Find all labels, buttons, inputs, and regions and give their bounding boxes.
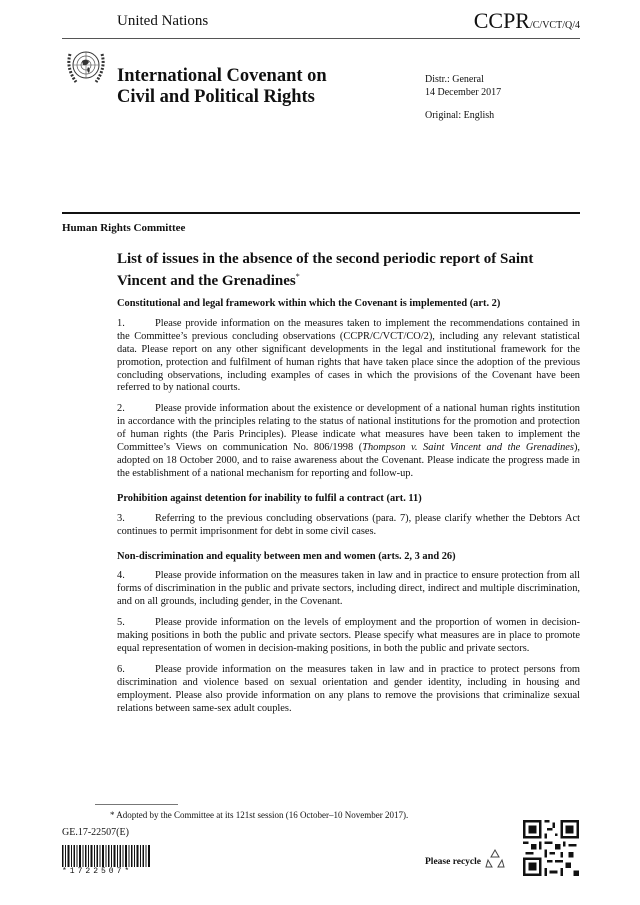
paragraph-number: 5. <box>117 617 125 629</box>
barcode-icon <box>62 845 150 867</box>
paragraph-number: 3. <box>117 512 125 524</box>
paragraph-number: 4. <box>117 570 125 582</box>
paragraph-number: 1. <box>117 317 125 329</box>
section-rule <box>62 212 580 214</box>
paragraph-number: 6. <box>117 663 125 675</box>
paragraph <box>117 403 580 480</box>
date: 14 December 2017 <box>425 87 502 98</box>
paragraph-text: Please provide information on the measures taken to implement the recommendations contained in the Committee’s previous concluding observations (CCPR/C/VCT/CO/2), including any relevant statistical data. Please report on any other significant developments in the legal and institutional framework for the promotion, protection and fulfilment of human rights that have taken place since the adoption of the previous concluding observations, including examples of cases in which the provisions of the Covenant have been referred to by national courts. <box>117 317 580 394</box>
paragraph-text: Please provide information on the levels of employment and the proportion of women in decision-making positions in both the public and private sectors. Please specify what measures are in place to promote equal representation of women in decision-making positions, in both the public and private sectors. <box>117 617 580 654</box>
paragraph <box>117 318 580 395</box>
paragraph <box>117 617 580 656</box>
recycle-label: Please recycle <box>425 857 481 867</box>
paragraph-text: Please provide information on the measures taken in law and in practice to protect persons from discrimination and violence based on sexual orientation and gender identity, including in housing and employment. Please also provide information on any plans to remove the provisions that criminalize sexual relations between same-sex adult couples. <box>117 663 580 714</box>
title-line-2: Civil and Political Rights <box>117 87 315 107</box>
original-language: Original: English <box>425 110 495 121</box>
committee-name: Human Rights Committee <box>62 222 186 234</box>
organization-name: United Nations <box>117 13 209 29</box>
job-number: GE.17-22507(E) <box>62 827 129 838</box>
paragraph-text: Please provide information on the measures taken in law and in practice to ensure protection from all forms of discrimination in the public and private sectors, including direct, indirect and multiple discrimination, and on all grounds, including gender, in the Covenant. <box>117 570 580 608</box>
paragraph <box>117 664 580 716</box>
main-heading <box>117 250 557 290</box>
paragraph-text: Please provide information about the existence or development of a national human rights institution in accordance with the principles relating to the status of national institutions for the promotion and protection of human rights (the Paris Principles). Please indicate what measures have been taken to implement the Committee’s Views on communication No. 806/1998 ( <box>117 403 580 454</box>
footnote-marker: * <box>295 272 300 281</box>
paragraph-number: 2. <box>117 403 125 415</box>
document-meta <box>425 73 501 122</box>
paragraph <box>117 513 580 539</box>
distribution: Distr.: General <box>425 74 484 85</box>
section-heading: Non-discrimination and equality between men and women (arts. 2, 3 and 26) <box>117 550 456 562</box>
section-heading: Constitutional and legal framework within which the Covenant is implemented (art. 2) <box>117 298 501 309</box>
document-title <box>117 66 327 108</box>
title-line-1: International Covenant on <box>117 66 327 86</box>
heading-text: List of issues in the absence of the second periodic report of Saint Vincent and the Grenadines <box>117 251 534 289</box>
recycle-icon <box>484 848 506 870</box>
un-emblem-icon <box>64 44 108 88</box>
document-symbol <box>474 8 580 34</box>
footnote: * Adopted by the Committee at its 121st session (16 October–10 November 2017). <box>110 810 409 820</box>
symbol-main: CCPR <box>473 8 530 33</box>
footnote-rule <box>95 804 178 805</box>
case-name: Thompson v. Saint Vincent and the Grenadines <box>362 442 574 454</box>
qr-code-icon <box>523 820 579 876</box>
paragraph <box>117 570 580 609</box>
paragraph-text: ), adopted on 18 October 2000, and to raise awareness about the Covenant. Please indicate the progress made in the establishment of a national mechanism for reporting and follow-up. <box>117 442 580 479</box>
header-rule <box>62 38 580 39</box>
section-heading: Prohibition against detention for inability to fulfil a contract (art. 11) <box>117 492 422 504</box>
barcode-number: *1722507* <box>62 867 133 876</box>
paragraph-text: Referring to the previous concluding observations (para. 7), please clarify whether the Debtors Act continues to permit imprisonment for debt in some civil cases. <box>117 512 580 537</box>
document-body <box>117 298 580 723</box>
symbol-suffix: /C/VCT/Q/4 <box>529 20 580 31</box>
